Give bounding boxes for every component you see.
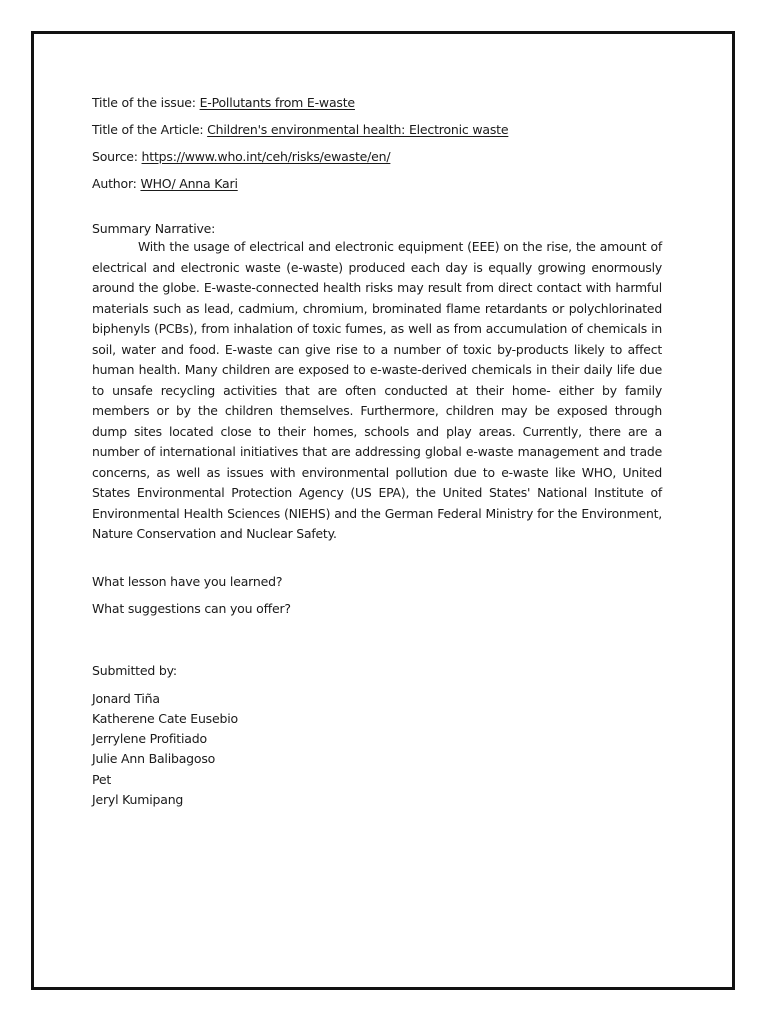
article-title-label: Title of the Article: <box>92 122 208 137</box>
source-link[interactable]: https://www.who.int/ceh/risks/ewaste/en/ <box>141 149 391 164</box>
source-label: Source: <box>92 149 142 164</box>
member-name: Pet <box>92 771 112 787</box>
author-value: WHO/ Anna Kari <box>140 176 238 191</box>
author-line <box>92 175 662 192</box>
source-line <box>92 148 662 165</box>
document-page <box>31 31 735 990</box>
lesson-question: What lesson have you learned? <box>92 573 283 589</box>
submitted-by-label: Submitted by: <box>92 662 177 678</box>
summary-heading: Summary Narrative: <box>92 221 216 236</box>
issue-title-value: E-Pollutants from E-waste <box>199 95 355 110</box>
article-title-line <box>92 121 662 138</box>
suggestions-question: What suggestions can you offer? <box>92 600 291 616</box>
member-name: Katherene Cate Eusebio <box>92 710 238 726</box>
member-name: Jeryl Kumipang <box>92 791 184 807</box>
member-name: Jonard Tiña <box>92 690 160 706</box>
member-name: Jerrylene Profitiado <box>92 731 207 747</box>
member-name: Julie Ann Balibagoso <box>92 751 216 767</box>
issue-title-label: Title of the issue: <box>92 95 200 110</box>
document-content <box>92 94 662 810</box>
author-label: Author: <box>92 176 141 191</box>
issue-title-line <box>92 94 662 111</box>
member-list <box>92 689 662 811</box>
article-title-value: Children's environmental health: Electronic waste <box>207 122 509 137</box>
summary-paragraph: With the usage of electrical and electronic equipment (EEE) on the rise, the amount of electrical and electronic waste (e-waste) produced each day is equally growing enormously around the globe. E-waste-connected health risks may result from direct contact with harmful materials such as lead, cadmium, chromium, brominated flame retardants or polychlorinated biphenyls (PCBs), from inhalation of toxic fumes, as well as from accumulation of chemicals in soil, water and food. E-waste can give rise to a number of toxic by-products likely to affect human health. Many children are exposed to e-waste-derived chemicals in their daily life due to unsafe recycling activities that are often conducted at their home- either by family members or by the children themselves. Furthermore, children may be exposed through dump sites located close to their homes, schools and play areas. Currently, there are a number of international initiatives that are addressing global e-waste management and trade concerns, as well as issues with environmental pollution due to e-waste like WHO, United States Environmental Protection Agency (US EPA), the United States' National Institute of Environmental Health Sciences (NIEHS) and the German Federal Ministry for the Environment, Nature Conservation and Nuclear Safety. <box>92 239 662 541</box>
